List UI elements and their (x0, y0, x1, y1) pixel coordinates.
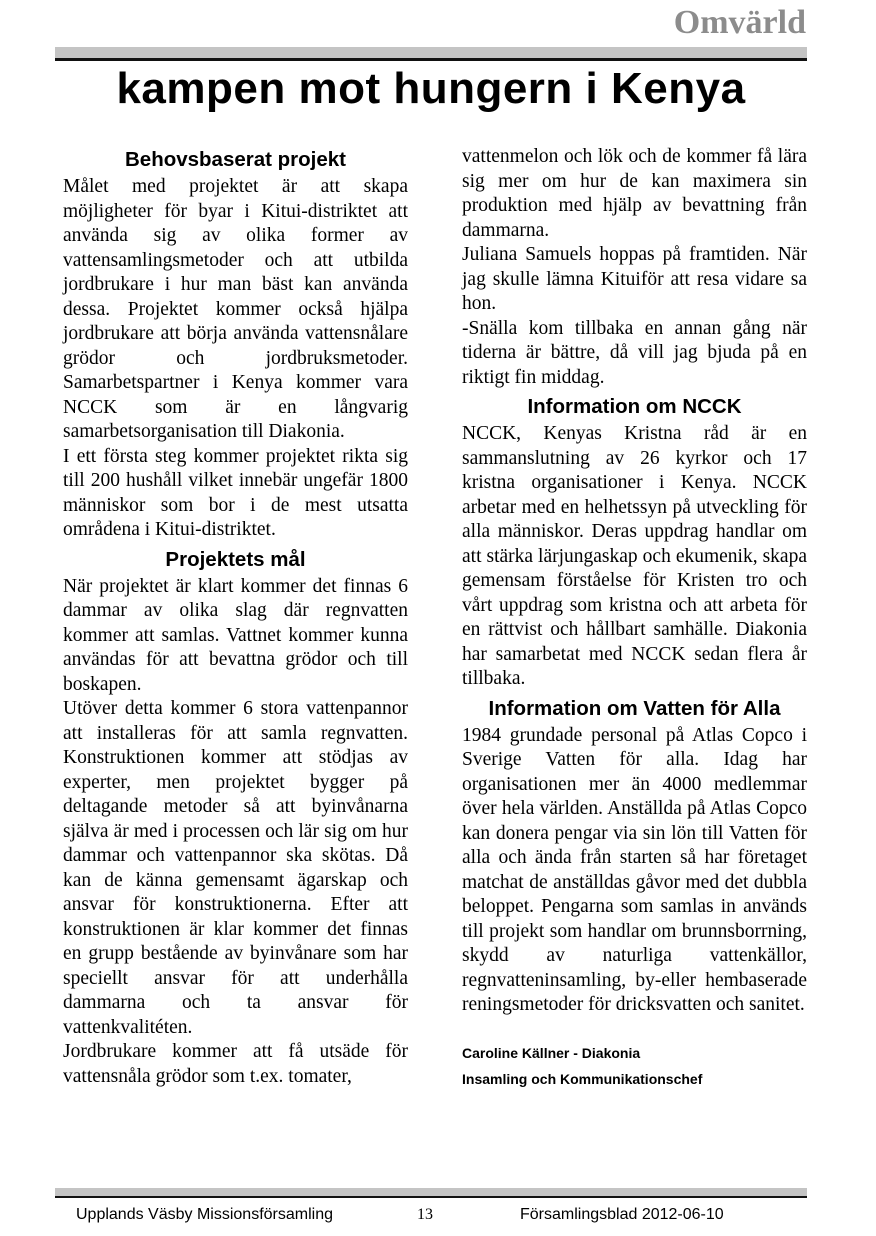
paragraph: Jordbrukare kommer att få utsäde för vattensnåla grödor som t.ex. tomater, (63, 1041, 408, 1087)
top-rule-line (55, 58, 807, 61)
byline (462, 1040, 807, 1092)
bottom-rule (55, 1188, 807, 1196)
footer-parish: Upplands Väsby Missionsförsamling (76, 1206, 333, 1223)
paragraph: vattenmelon och lök och de kommer få lära sig mer om hur de kan maximera sin produktion med hjälp av bevattning från dammarna. (462, 146, 807, 241)
subheading-vatten-for-alla: Information om Vatten för Alla (488, 696, 781, 720)
page-number: 13 (417, 1206, 433, 1223)
footer-publication: Församlingsblad 2012-06-10 (520, 1206, 724, 1223)
section-label: Omvärld (673, 4, 806, 41)
subheading-projektets-mal: Projektets mål (165, 547, 306, 571)
paragraph: Utöver detta kommer 6 stora vattenpannor att installeras för att samla regnvatten. Konstruktionen kommer att stödjas av experter, men projektet bygger på deltagande metoder så att byinvånarna själva är med i processen och lär sig om hur dammar och vattenpannor ska skötas. Då kan de känna gemensamt ägarskap och ansvar för konstruktionerna. Efter att konstruktionen är klar kommer det finnas en grupp bestående av byinvånare som har speciellt ansvar för att underhålla dammarna och ta ansvar för vattenkvalitéten. (63, 698, 408, 1038)
byline-role: Insamling och Kommunikationschef (462, 1070, 703, 1087)
paragraph: 1984 grundade personal på Atlas Copco i Sverige Vatten för alla. Idag har organisationen mer än 4000 medlemmar över hela världen. Anställda på Atlas Copco kan donera pengar via sin lön till Vatten för alla och ända från starten så har företaget matchat de anställdas gåvor med det dubbla beloppet. Pengarna som samlas in används till projekt som handlar om brunnsborrning, skydd av naturliga vattenkällor, regnvatteninsamling, by-eller hembaserade reningsmetoder för dricksvatten och sanitet. (462, 724, 807, 1015)
paragraph: I ett första steg kommer projektet rikta sig till 200 hushåll vilket innebär ungefär 1800 människor som bor i de mest utsatta områdena i Kitui-distriktet. (63, 445, 408, 540)
paragraph: När projektet är klart kommer det finnas 6 dammar av olika slag där regnvatten kommer att samlas. Vattnet kommer kunna användas för att bevattna grödor och till boskapen. (63, 575, 408, 695)
byline-name: Caroline Källner - Diakonia (462, 1044, 641, 1061)
bottom-rule-line (55, 1196, 807, 1198)
paragraph: Målet med projektet är att skapa möjligheter för byar i Kitui-distriktet att använda sig av olika former av vattensamlingsmetoder och att utbilda jordbrukare i hur man bäst kan använda dessa. Projektet kommer också hjälpa jordbrukare att börja använda vattensnålare grödor och jordbruksmetoder. Samarbetspartner i Kenya kommer vara NCCK som är en långvarig samarbetsorganisation till Diakonia. (63, 176, 408, 442)
paragraph: NCCK, Kenyas Kristna råd är en sammanslutning av 26 kyrkor och 17 kristna organisationer i Kenya. NCCK arbetar med en helhetssyn på utveckling för alla människor. Deras uppdrag handlar om att stärka lärjungaskap och ekumenik, skapa gemensam förståelse för Kristen tro och vårt uppdrag som kristna och att arbeta för en rättvist och hållbart samhälle. Diakonia har samarbetat med NCCK sedan flera år tillbaka. (462, 423, 807, 689)
right-column (462, 145, 807, 1092)
subheading-ncck: Information om NCCK (527, 395, 742, 418)
paragraph: -Snälla kom tillbaka en annan gång när tiderna är bättre, då vill jag bjuda på en riktigt fin middag. (462, 317, 807, 388)
subheading-behovsbaserat: Behovsbaserat projekt (124, 148, 347, 171)
paragraph: Juliana Samuels hoppas på framtiden. När jag skulle lämna Kituiför att resa vidare sa hon. (462, 244, 807, 314)
left-column (63, 145, 408, 1089)
headline: kampen mot hungern i Kenya (116, 64, 746, 113)
